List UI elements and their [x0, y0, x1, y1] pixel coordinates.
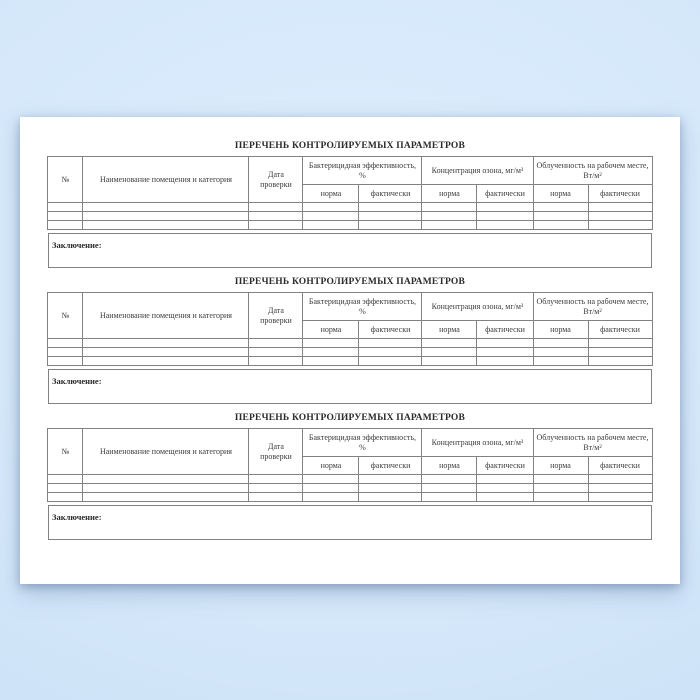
table-cell: [303, 357, 359, 366]
table-cell: [533, 212, 588, 221]
conclusion-label: Заключение:: [52, 512, 102, 522]
table-cell: [48, 348, 83, 357]
col-header-date: Дата проверки: [249, 157, 303, 203]
col-group-ozone: Концентрация озона, мг/м³: [422, 157, 533, 185]
table-cell: [477, 357, 533, 366]
sub-header-actual: фактически: [477, 321, 533, 339]
sub-header-actual: фактически: [588, 321, 652, 339]
table-cell: [83, 203, 249, 212]
table-cell: [249, 203, 303, 212]
table-cell: [477, 484, 533, 493]
table-cell: [477, 212, 533, 221]
sub-header-actual: фактически: [359, 185, 422, 203]
table-cell: [533, 203, 588, 212]
table-cell: [303, 212, 359, 221]
table-row: [48, 357, 652, 366]
table-cell: [588, 212, 652, 221]
table-title: ПЕРЕЧЕНЬ КОНТРОЛИРУЕМЫХ ПАРАМЕТРОВ: [234, 141, 466, 151]
col-group-bactericidal: Бактерицидная эффективность, %: [303, 429, 422, 457]
table-title: ПЕРЕЧЕНЬ КОНТРОЛИРУЕМЫХ ПАРАМЕТРОВ: [234, 277, 466, 287]
sub-header-norm: норма: [303, 457, 359, 475]
table-cell: [422, 348, 477, 357]
sub-header-norm: норма: [533, 321, 588, 339]
table-cell: [249, 339, 303, 348]
sub-header-norm: норма: [533, 457, 588, 475]
table-cell: [359, 221, 422, 230]
sub-header-actual: фактически: [359, 321, 422, 339]
table-row: [48, 339, 652, 348]
table-cell: [249, 475, 303, 484]
table-cell: [303, 493, 359, 502]
conclusion-box: [48, 369, 652, 404]
table-cell: [83, 212, 249, 221]
table-cell: [303, 348, 359, 357]
document-page: [20, 117, 680, 584]
conclusion-label: Заключение:: [52, 240, 102, 250]
table-cell: [533, 475, 588, 484]
parameters-block-3: [20, 413, 680, 540]
table-row: [48, 221, 652, 230]
table-cell: [359, 212, 422, 221]
table-cell: [83, 484, 249, 493]
table-cell: [48, 493, 83, 502]
table-cell: [303, 203, 359, 212]
table-cell: [477, 493, 533, 502]
conclusion-label: Заключение:: [52, 376, 102, 386]
table-cell: [48, 484, 83, 493]
parameters-table: [47, 292, 652, 366]
table-cell: [422, 357, 477, 366]
table-cell: [477, 348, 533, 357]
table-cell: [249, 493, 303, 502]
table-cell: [48, 339, 83, 348]
sub-header-norm: норма: [422, 185, 477, 203]
parameters-block-2: [20, 277, 680, 404]
table-cell: [533, 339, 588, 348]
table-cell: [83, 348, 249, 357]
table-cell: [588, 493, 652, 502]
col-header-number: №: [48, 157, 83, 203]
col-header-number: №: [48, 293, 83, 339]
table-cell: [533, 348, 588, 357]
col-group-irradiance: Облученность на рабочем месте, Вт/м²: [533, 429, 652, 457]
table-cell: [422, 221, 477, 230]
sub-header-actual: фактически: [588, 457, 652, 475]
table-row: [48, 212, 652, 221]
table-cell: [48, 357, 83, 366]
col-group-ozone: Концентрация озона, мг/м³: [422, 293, 533, 321]
table-cell: [422, 339, 477, 348]
parameters-block-1: [20, 141, 680, 268]
table-cell: [303, 475, 359, 484]
table-cell: [249, 348, 303, 357]
table-cell: [533, 221, 588, 230]
sub-header-actual: фактически: [477, 185, 533, 203]
table-cell: [359, 357, 422, 366]
conclusion-box: [48, 505, 652, 540]
table-cell: [303, 484, 359, 493]
table-cell: [588, 339, 652, 348]
col-header-room: Наименование помещения и категория: [83, 429, 249, 475]
col-group-irradiance: Облученность на рабочем месте, Вт/м²: [533, 157, 652, 185]
table-cell: [533, 357, 588, 366]
table-cell: [48, 475, 83, 484]
table-cell: [249, 484, 303, 493]
col-group-bactericidal: Бактерицидная эффективность, %: [303, 157, 422, 185]
table-cell: [588, 475, 652, 484]
table-cell: [588, 348, 652, 357]
table-row: [48, 484, 652, 493]
sub-header-actual: фактически: [359, 457, 422, 475]
col-header-room: Наименование помещения и категория: [83, 157, 249, 203]
col-group-bactericidal: Бактерицидная эффективность, %: [303, 293, 422, 321]
table-cell: [477, 221, 533, 230]
table-cell: [359, 484, 422, 493]
table-cell: [83, 221, 249, 230]
table-cell: [359, 203, 422, 212]
col-group-ozone: Концентрация озона, мг/м³: [422, 429, 533, 457]
table-cell: [533, 493, 588, 502]
col-header-date: Дата проверки: [249, 293, 303, 339]
table-cell: [359, 348, 422, 357]
table-cell: [249, 221, 303, 230]
table-cell: [588, 221, 652, 230]
sub-header-norm: норма: [533, 185, 588, 203]
table-cell: [588, 484, 652, 493]
table-cell: [533, 484, 588, 493]
col-header-number: №: [48, 429, 83, 475]
table-cell: [83, 357, 249, 366]
col-header-date: Дата проверки: [249, 429, 303, 475]
table-row: [48, 348, 652, 357]
table-cell: [588, 357, 652, 366]
parameters-table: [47, 156, 652, 230]
table-cell: [422, 212, 477, 221]
table-cell: [422, 484, 477, 493]
table-row: [48, 475, 652, 484]
table-cell: [249, 357, 303, 366]
table-cell: [477, 475, 533, 484]
sub-header-actual: фактически: [477, 457, 533, 475]
table-cell: [422, 203, 477, 212]
table-cell: [477, 203, 533, 212]
table-cell: [588, 203, 652, 212]
col-header-room: Наименование помещения и категория: [83, 293, 249, 339]
table-cell: [303, 339, 359, 348]
table-cell: [249, 212, 303, 221]
table-cell: [48, 203, 83, 212]
table-cell: [359, 493, 422, 502]
table-cell: [359, 475, 422, 484]
table-title: ПЕРЕЧЕНЬ КОНТРОЛИРУЕМЫХ ПАРАМЕТРОВ: [234, 413, 466, 423]
table-row: [48, 493, 652, 502]
table-cell: [48, 212, 83, 221]
sub-header-norm: норма: [422, 321, 477, 339]
col-group-irradiance: Облученность на рабочем месте, Вт/м²: [533, 293, 652, 321]
table-cell: [83, 493, 249, 502]
table-cell: [422, 493, 477, 502]
sub-header-norm: норма: [303, 321, 359, 339]
conclusion-box: [48, 233, 652, 268]
sub-header-norm: норма: [422, 457, 477, 475]
table-cell: [48, 221, 83, 230]
table-row: [48, 203, 652, 212]
sub-header-actual: фактически: [588, 185, 652, 203]
table-cell: [359, 339, 422, 348]
table-cell: [83, 475, 249, 484]
table-cell: [83, 339, 249, 348]
table-cell: [477, 339, 533, 348]
parameters-table: [47, 428, 652, 502]
table-cell: [422, 475, 477, 484]
sub-header-norm: норма: [303, 185, 359, 203]
table-cell: [303, 221, 359, 230]
